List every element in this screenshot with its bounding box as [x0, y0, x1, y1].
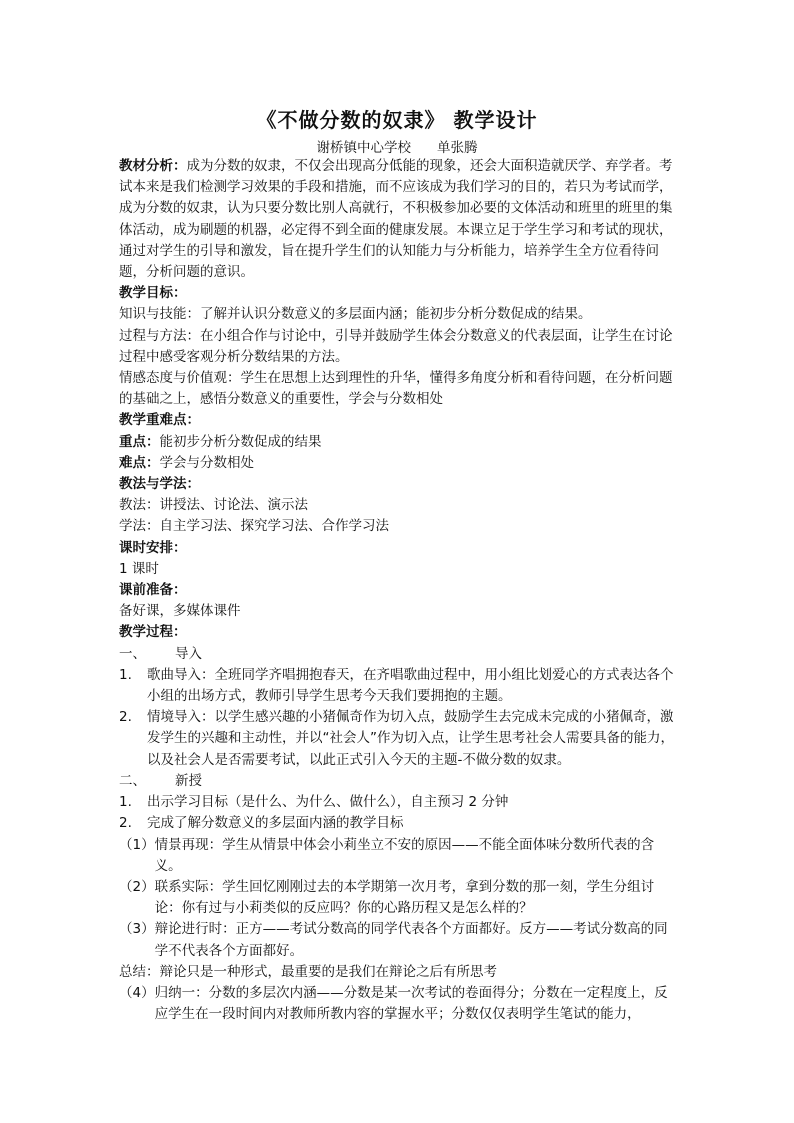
- section-marker: 二、: [119, 772, 146, 789]
- list-text: 歌曲导入：全班同学齐唱拥抱春天，在齐唱歌曲过程中，用小组比划爱心的方式表达各个小组的出场方式，教师引导学生思考今天我们要拥抱的主题。: [147, 666, 674, 705]
- list-text: 情境导入：以学生感兴趣的小猪佩奇作为切入点，鼓励学生去完成未完成的小猪佩奇，激发学生的兴趣和主动性，并以“社会人”作为切入点，让学生思考社会人需要具备的能力，以及社会人是否需要考试，以此正式引入今天的主题-不做分数的奴隶。: [147, 709, 674, 768]
- objective-item: 情感态度与价值观：学生在思想上达到理性的升华，懂得多角度分析和看待问题，在分析问题的基础之上，感悟分数意义的重要性，学会与分数相处: [119, 370, 673, 408]
- document-title: 《不做分数的奴隶》 教学设计: [256, 108, 538, 132]
- section-title: 导入: [175, 645, 202, 662]
- process-heading: 教学过程：: [119, 624, 187, 641]
- sub-list-number: （2）: [119, 878, 155, 895]
- focus-label: 重点：: [119, 433, 160, 450]
- preparation-value: 备好课，多媒体课件: [119, 603, 241, 620]
- list-text: 完成了解分数意义的多层面内涵的教学目标: [147, 815, 404, 832]
- difficulty-text: 学会与分数相处: [159, 454, 254, 471]
- focus-text: 能初步分析分数促成的结果: [159, 433, 322, 450]
- section-heading: [119, 771, 679, 792]
- material-analysis-text: 成为分数的奴隶，不仅会出现高分低能的现象，还会大面积造就厌学、弃学者。考试本来是我们检测学习效果的手段和措施，而不应该成为我们学习的目的，若只为考试而学，成为分数的奴隶，认为只要分数比别人高就行，不积极参加必要的文体活动和班里的班里的集体活动，成为刷题的机器，必定得不到全面的健康发展。本课立足于学生学习和考试的现状，通过对学生的引导和激发，旨在提升学生们的认知能力与分析能力，培养学生全方位看待问题，分析问题的意识。: [119, 158, 673, 281]
- list-item: [119, 665, 679, 707]
- list-item: [119, 813, 679, 834]
- byline: [0, 136, 794, 156]
- sub-list-text: 归纳一：分数的多层次内涵——分数是某一次考试的卷面得分；分数在一定程度上，反应学生在一段时间内对教师所教内容的掌握水平；分数仅仅表明学生笔试的能力，: [154, 984, 668, 1023]
- objectives-heading: 教学目标：: [119, 285, 187, 302]
- sub-list-item: [119, 919, 679, 961]
- objective-item: 知识与技能：了解并认识分数意义的多层面内涵；能初步分析分数促成的结果。: [119, 306, 592, 323]
- section-heading: [119, 644, 679, 665]
- list-text: 出示学习目标（是什么、为什么、做什么），自主预习 2 分钟: [147, 794, 509, 811]
- sub-list-number: （3）: [119, 921, 155, 938]
- focus-line: [119, 432, 679, 453]
- material-analysis: [119, 156, 679, 283]
- schedule-heading: 课时安排：: [119, 539, 187, 556]
- key-points-heading: 教学重难点：: [119, 412, 200, 429]
- author-name: 单张腾: [437, 140, 478, 156]
- sub-list-number: （4）: [119, 984, 155, 1001]
- teaching-method: 教法：讲授法、讨论法、演示法: [119, 497, 308, 514]
- schedule-value: 1 课时: [119, 560, 159, 577]
- sub-list-number: （1）: [119, 836, 155, 853]
- list-number: 2.: [119, 709, 132, 726]
- difficulty-label: 难点：: [119, 454, 160, 471]
- preparation-heading: 课前准备：: [119, 582, 187, 599]
- material-analysis-label: 教材分析：: [119, 158, 187, 174]
- sub-list-item: [119, 983, 679, 1025]
- difficulty-line: [119, 453, 679, 474]
- summary-line: 总结：辩论只是一种形式，最重要的是我们在辩论之后有所思考: [119, 963, 497, 980]
- list-item: [119, 707, 679, 771]
- document-body: [119, 156, 679, 1025]
- school-name: 谢桥镇中心学校: [316, 140, 411, 156]
- sub-list-item: [119, 877, 679, 919]
- list-number: 1.: [119, 794, 132, 811]
- objective-item: 过程与方法：在小组合作与讨论中，引导并鼓励学生体会分数意义的代表层面，让学生在讨论过程中感受客观分析分数结果的方法。: [119, 327, 673, 365]
- sub-list-text: 辩论进行时：正方——考试分数高的同学代表各个方面都好。反方——考试分数高的同学不代表各个方面都好。: [154, 921, 668, 959]
- sub-list-text: 情景再现：学生从情景中体会小莉坐立不安的原因——不能全面体味分数所代表的含义。: [154, 836, 655, 874]
- sub-list-text: 联系实际：学生回忆刚刚过去的本学期第一次月考，拿到分数的那一刻，学生分组讨论：你有过与小莉类似的反应吗？你的心路历程又是怎么样的？: [154, 878, 655, 917]
- section-title: 新授: [175, 772, 202, 789]
- list-number: 2.: [119, 815, 132, 832]
- section-marker: 一、: [119, 645, 146, 662]
- methods-heading: 教法与学法：: [119, 476, 200, 493]
- list-item: [119, 792, 679, 813]
- learning-method: 学法：自主学习法、探究学习法、合作学习法: [119, 518, 389, 535]
- list-number: 1.: [119, 666, 132, 683]
- sub-list-item: [119, 835, 679, 877]
